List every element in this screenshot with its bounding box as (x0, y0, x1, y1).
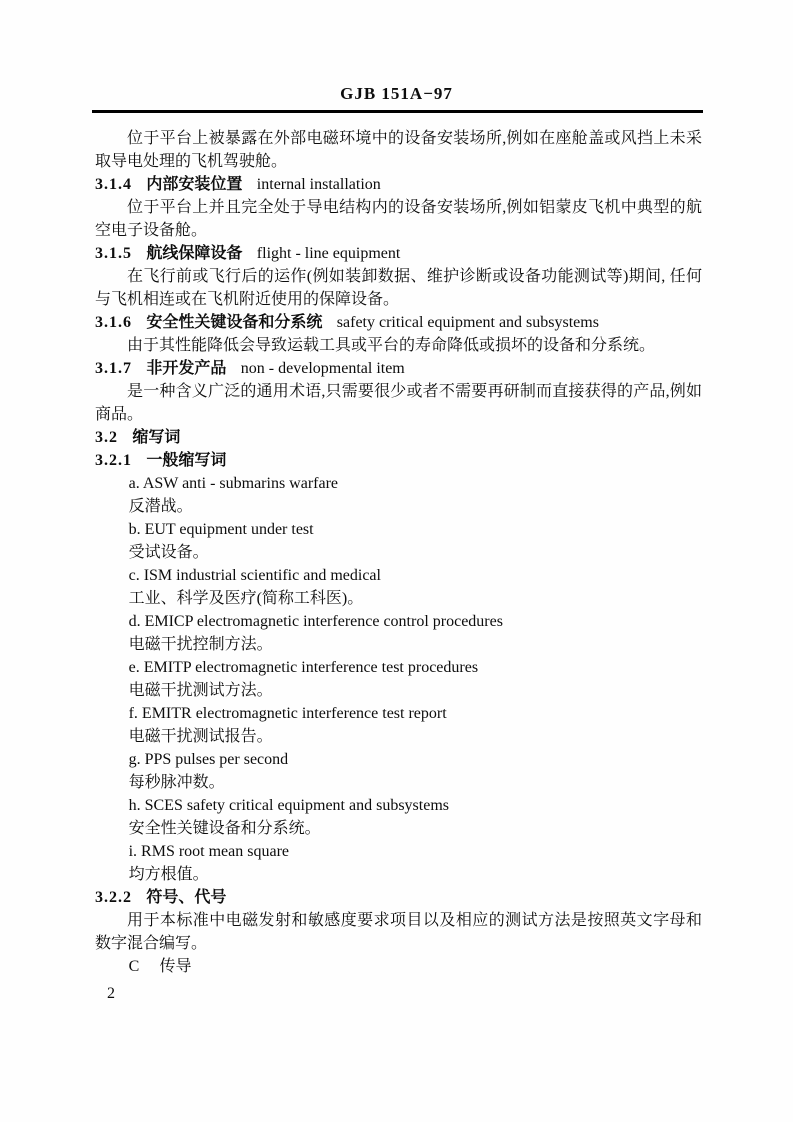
symbol-code: C (128, 958, 141, 975)
paragraph: 位于平台上被暴露在外部电磁环境中的设备安装场所,例如在座舱盖或风挡上未采取导电处理的飞机驾驶舱。 (95, 130, 702, 170)
abbreviation-english: b. EUT equipment under test (128, 521, 314, 538)
abbreviation-english: d. EMICP electromagnetic interference control procedures (128, 613, 503, 630)
abbreviation-english: f. EMITR electromagnetic interference test report (128, 705, 447, 722)
section-title-en: safety critical equipment and subsystems (336, 314, 599, 331)
abbreviation-chinese: 电磁干扰控制方法。 (128, 636, 273, 653)
section-number: 3.1.5 (95, 245, 132, 262)
section-heading (95, 357, 702, 380)
document-body (95, 127, 702, 978)
abbreviation-chinese: 工业、科学及医疗(简称工科医)。 (128, 590, 364, 607)
section-title-en: non - developmental item (240, 360, 405, 377)
section-heading (95, 311, 702, 334)
abbreviation-chinese: 电磁干扰测试报告。 (128, 728, 273, 745)
section-heading (95, 242, 702, 265)
paragraph: 用于本标准中电磁发射和敏感度要求项目以及相应的测试方法是按照英文字母和数字混合编写。 (95, 912, 702, 952)
abbreviation-english: c. ISM industrial scientific and medical (128, 567, 381, 584)
abbreviation-chinese: 每秒脉冲数。 (128, 774, 225, 791)
paragraph: 在飞行前或飞行后的运作(例如装卸数据、维护诊断或设备功能测试等)期间, 任何与飞机相连或在飞机附近使用的保障设备。 (95, 268, 702, 308)
section-heading (95, 886, 702, 909)
abbreviation-chinese: 电磁干扰测试方法。 (128, 682, 273, 699)
abbreviation-english: a. ASW anti - submarins warfare (128, 475, 339, 492)
section-title-zh: 缩写词 (132, 429, 181, 446)
section-number: 3.2 (95, 429, 118, 446)
abbreviation-chinese: 反潜战。 (128, 498, 193, 515)
section-number: 3.2.2 (95, 889, 132, 906)
section-number: 3.1.6 (95, 314, 132, 331)
paragraph: 位于平台上并且完全处于导电结构内的设备安装场所,例如铝蒙皮飞机中典型的航空电子设备舱。 (95, 199, 702, 239)
abbreviation-english: i. RMS root mean square (128, 843, 290, 860)
section-number: 3.1.4 (95, 176, 132, 193)
abbreviation-chinese: 安全性关键设备和分系统。 (128, 820, 321, 837)
section-title-zh: 航线保障设备 (146, 245, 243, 262)
paragraph: 由于其性能降低会导致运载工具或平台的寿命降低或损坏的设备和分系统。 (127, 337, 656, 354)
abbreviation-english: g. PPS pulses per second (128, 751, 289, 768)
abbreviation-english: h. SCES safety critical equipment and subsystems (128, 797, 449, 814)
section-heading (95, 173, 702, 196)
page-number: 2 (107, 985, 115, 1002)
document-title: GJB 151A−97 (340, 84, 453, 103)
section-title-zh: 符号、代号 (146, 889, 227, 906)
section-heading (95, 449, 702, 472)
section-title-zh: 安全性关键设备和分系统 (146, 314, 323, 331)
section-title-zh: 一般缩写词 (146, 452, 227, 469)
header-rule (92, 110, 703, 113)
symbol-meaning: 传导 (159, 958, 192, 975)
section-number: 3.1.7 (95, 360, 132, 377)
section-heading (95, 426, 702, 449)
abbreviation-chinese: 受试设备。 (128, 544, 209, 561)
abbreviation-chinese: 均方根值。 (128, 866, 209, 883)
section-title-en: flight - line equipment (256, 245, 401, 262)
symbol-entry (95, 955, 702, 978)
section-title-zh: 非开发产品 (146, 360, 227, 377)
abbreviation-english: e. EMITP electromagnetic interference test procedures (128, 659, 479, 676)
section-title-en: internal installation (256, 176, 381, 193)
section-title-zh: 内部安装位置 (146, 176, 243, 193)
paragraph: 是一种含义广泛的通用术语,只需要很少或者不需要再研制而直接获得的产品,例如商品。 (95, 383, 702, 423)
section-number: 3.2.1 (95, 452, 132, 469)
